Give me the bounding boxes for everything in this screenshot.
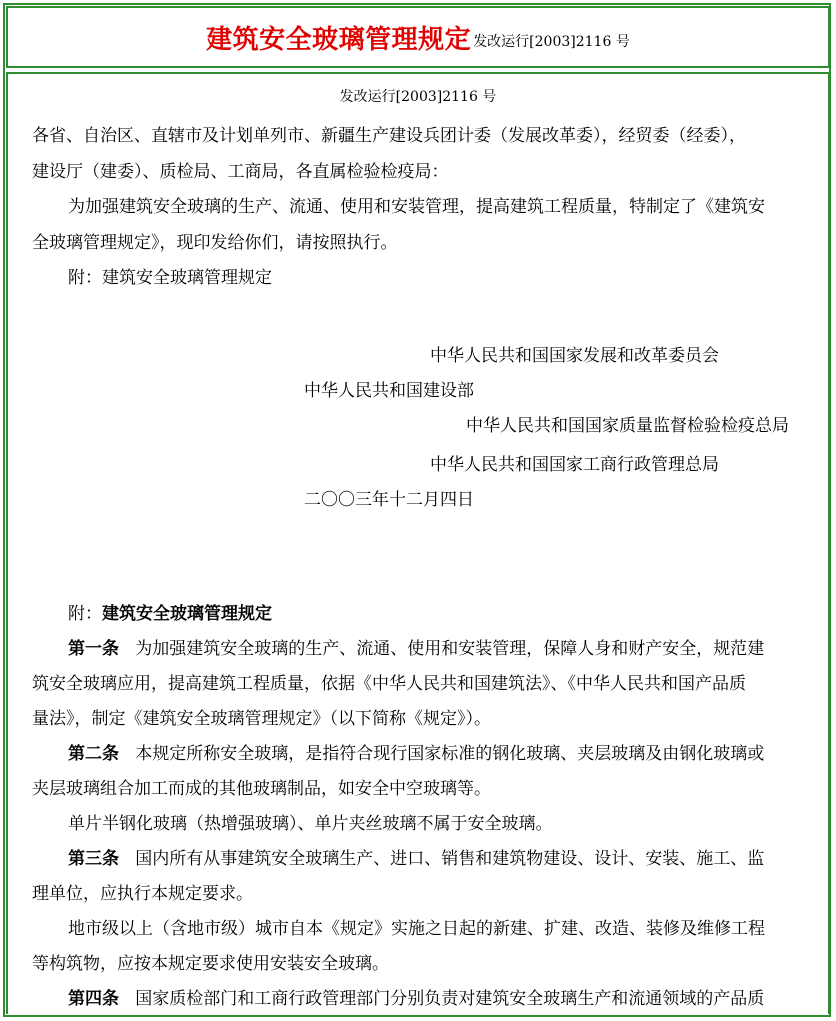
signer-moc: 中华人民共和国建设部 bbox=[304, 381, 474, 401]
signer-saic: 中华人民共和国国家工商行政管理总局 bbox=[430, 455, 719, 475]
addressee-line-1: 各省、自治区、直辖市及计划单列市、新疆生产建设兵团计委（发展改革委），经贸委（经委）， bbox=[32, 126, 746, 146]
notice-line-2: 全玻璃管理规定》，现印发给你们，请按照执行。 bbox=[32, 233, 398, 253]
signer-ndrc: 中华人民共和国国家发展和改革委员会 bbox=[430, 346, 719, 366]
attachment-title: 建筑安全玻璃管理规定 bbox=[102, 604, 272, 624]
document-body bbox=[6, 72, 830, 1014]
article-1-line-2: 筑安全玻璃应用，提高建筑工程质量，依据《中华人民共和国建筑法》、《中华人民共和国产品质 bbox=[32, 674, 746, 694]
article-4-line-1 bbox=[32, 981, 830, 1014]
article-3-line-1 bbox=[32, 841, 830, 877]
article-2-label: 第二条 bbox=[68, 744, 119, 764]
article-2-line-3: 单片半钢化玻璃（热增强玻璃）、单片夹丝玻璃不属于安全玻璃。 bbox=[68, 814, 553, 834]
article-4-label: 第四条 bbox=[68, 989, 119, 1009]
article-4-text: 国家质检部门和工商行政管理部门分别负责对建筑安全玻璃生产和流通领域的产品质 bbox=[135, 989, 765, 1009]
article-3-line-4: 等构筑物，应按本规定要求使用安装安全玻璃。 bbox=[32, 954, 389, 974]
article-1-line-3: 量法》，制定《建筑安全玻璃管理规定》（以下简称《规定》）。 bbox=[32, 709, 491, 729]
signer-aqsiq: 中华人民共和国国家质量监督检验检疫总局 bbox=[466, 416, 789, 436]
attachment-note: 附：建筑安全玻璃管理规定 bbox=[68, 268, 272, 288]
article-3-line-2: 理单位，应执行本规定要求。 bbox=[32, 884, 253, 904]
doc-number: 发改运行[2003]2116 号 bbox=[339, 89, 497, 105]
addressee-line-2: 建设厅（建委）、质检局、工商局，各直属检验检疫局： bbox=[32, 162, 449, 182]
title-bar bbox=[6, 6, 830, 68]
article-1-text: 为加强建筑安全玻璃的生产、流通、使用和安装管理，保障人身和财产安全，规范建 bbox=[135, 639, 765, 659]
article-3-line-3: 地市级以上（含地市级）城市自本《规定》实施之日起的新建、扩建、改造、装修及维修工程 bbox=[68, 919, 765, 939]
issue-date: 二〇〇三年十二月四日 bbox=[304, 490, 474, 510]
title-doc-number: 发改运行[2003]2116 号 bbox=[473, 34, 630, 50]
article-1-line-1 bbox=[32, 631, 830, 667]
article-1-label: 第一条 bbox=[68, 639, 119, 659]
article-2-line-1 bbox=[32, 736, 830, 772]
notice-line-1: 为加强建筑安全玻璃的生产、流通、使用和安装管理，提高建筑工程质量，特制定了《建筑安 bbox=[68, 197, 765, 217]
attachment-heading bbox=[32, 596, 830, 632]
article-3-text: 国内所有从事建筑安全玻璃生产、进口、销售和建筑物建设、设计、安装、施工、监 bbox=[135, 849, 765, 869]
page-title: 建筑安全玻璃管理规定 bbox=[206, 24, 472, 55]
article-3-label: 第三条 bbox=[68, 849, 119, 869]
attachment-prefix: 附： bbox=[68, 604, 102, 624]
article-2-text: 本规定所称安全玻璃，是指符合现行国家标准的钢化玻璃、夹层玻璃及由钢化玻璃或 bbox=[135, 744, 765, 764]
article-2-line-2: 夹层玻璃组合加工而成的其他玻璃制品，如安全中空玻璃等。 bbox=[32, 779, 491, 799]
